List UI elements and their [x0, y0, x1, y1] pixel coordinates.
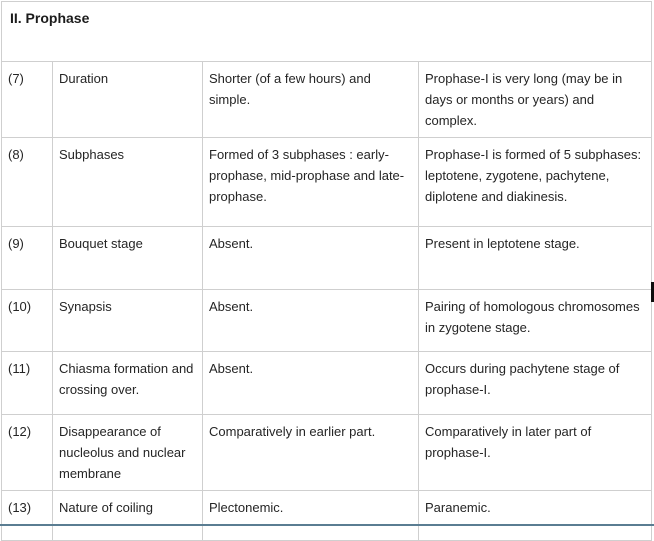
cell-meiosis: Prophase-I is formed of 5 subphases: leptotene, zygotene, pachytene, diplotene and diakinesis.: [419, 138, 652, 227]
table-row: [2, 62, 652, 138]
table-row: [2, 227, 652, 290]
table-row: [2, 415, 652, 491]
cell-mitosis: Absent.: [203, 290, 419, 352]
cell-number: (12): [2, 415, 53, 491]
cell-number: (13): [2, 491, 53, 541]
cell-mitosis: Formed of 3 subphases : early-prophase, mid-prophase and late-prophase.: [203, 138, 419, 227]
cell-mitosis: Shorter (of a few hours) and simple.: [203, 62, 419, 138]
cell-mitosis: Plectonemic.: [203, 491, 419, 541]
table-section-header-row: [2, 2, 652, 62]
cell-meiosis: Occurs during pachytene stage of prophase-I.: [419, 352, 652, 415]
cell-meiosis: Comparatively in later part of prophase-I.: [419, 415, 652, 491]
cell-feature: Bouquet stage: [53, 227, 203, 290]
cell-feature: Synapsis: [53, 290, 203, 352]
cell-mitosis: Absent.: [203, 227, 419, 290]
cell-feature: Duration: [53, 62, 203, 138]
cell-number: (9): [2, 227, 53, 290]
table-row: [2, 290, 652, 352]
cell-number: (11): [2, 352, 53, 415]
table-row: [2, 352, 652, 415]
cell-number: (10): [2, 290, 53, 352]
cell-meiosis: Paranemic.: [419, 491, 652, 541]
cell-feature: Chiasma formation and crossing over.: [53, 352, 203, 415]
table-row: [2, 138, 652, 227]
prophase-comparison-table: [1, 1, 652, 541]
cell-meiosis: Present in leptotene stage.: [419, 227, 652, 290]
cell-number: (7): [2, 62, 53, 138]
cell-number: (8): [2, 138, 53, 227]
cell-feature: Disappearance of nucleolus and nuclear membrane: [53, 415, 203, 491]
cell-mitosis: Absent.: [203, 352, 419, 415]
cell-feature: Nature of coiling: [53, 491, 203, 541]
section-title: II. Prophase: [2, 2, 652, 62]
table-row: [2, 491, 652, 541]
cell-feature: Subphases: [53, 138, 203, 227]
bottom-divider: [0, 524, 654, 526]
cell-meiosis: Prophase-I is very long (may be in days or months or years) and complex.: [419, 62, 652, 138]
cell-meiosis: Pairing of homologous chromosomes in zygotene stage.: [419, 290, 652, 352]
cell-mitosis: Comparatively in earlier part.: [203, 415, 419, 491]
